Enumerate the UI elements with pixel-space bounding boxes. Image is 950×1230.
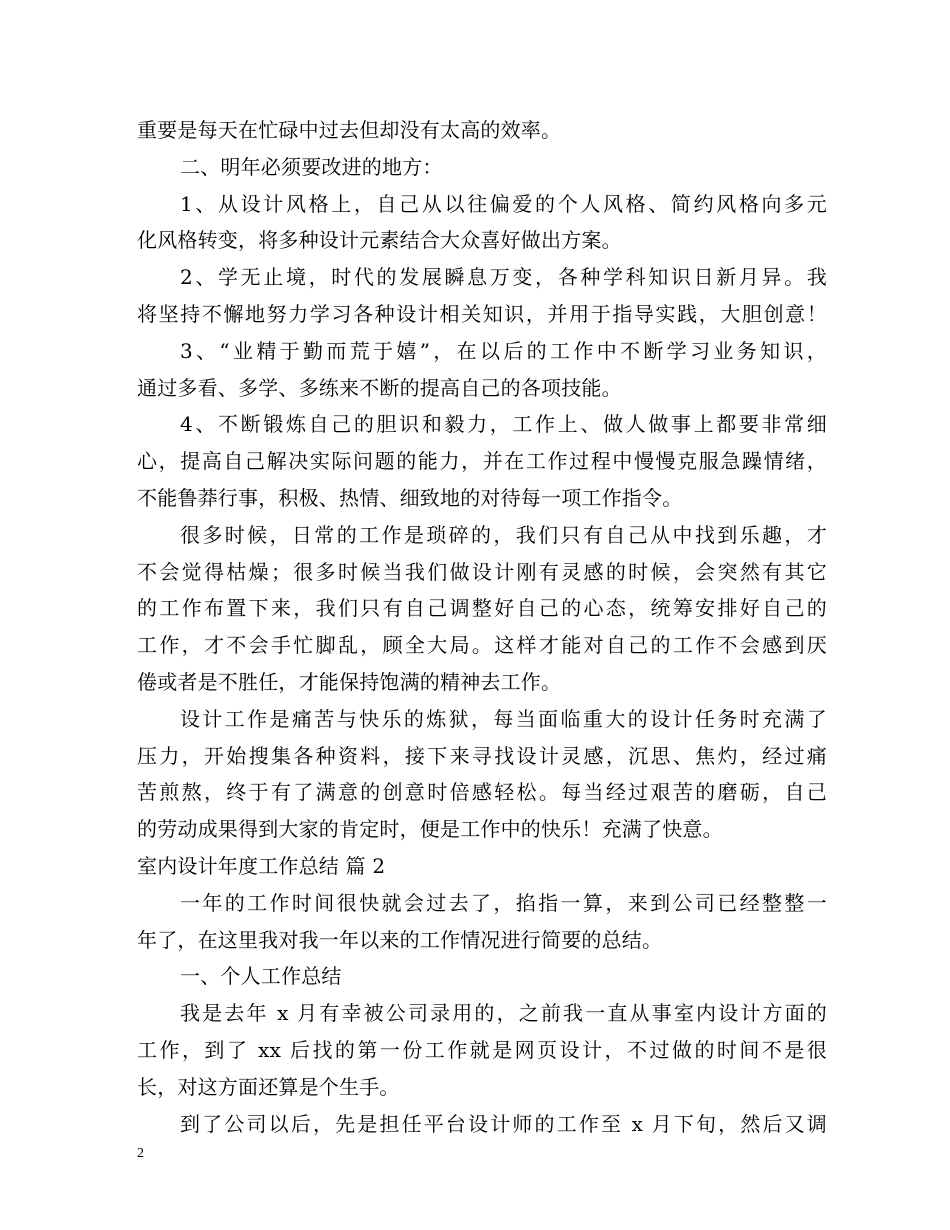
text-line: 长，对这方面还算是个生手。 xyxy=(137,1074,400,1099)
text-line: 的劳动成果得到大家的肯定时，便是工作中的快乐！充满了快意。 xyxy=(137,817,723,842)
text-line: 到了公司以后，先是担任平台设计师的工作至 x 月下旬，然后又调 xyxy=(180,1111,827,1136)
text-line: 一年的工作时间很快就会过去了，掐指一算，来到公司已经整整一 xyxy=(180,890,827,915)
text-line: 工作，才不会手忙脚乱，顾全大局。这样才能对自己的工作不会感到厌 xyxy=(137,633,827,658)
text-line: 2、学无止境，时代的发展瞬息万变，各种学科知识日新月异。我 xyxy=(180,265,827,290)
text-line: 不会觉得枯燥；很多时候当我们做设计刚有灵感的时候，会突然有其它 xyxy=(137,559,827,584)
text-line: 将坚持不懈地努力学习各种设计相关知识，并用于指导实践，大胆创意！ xyxy=(137,301,827,326)
text-line: 我是去年 x 月有幸被公司录用的，之前我一直从事室内设计方面的 xyxy=(180,1001,827,1026)
text-line: 室内设计年度工作总结 篇 2 xyxy=(137,853,386,878)
text-line: 很多时候，日常的工作是琐碎的，我们只有自己从中找到乐趣，才 xyxy=(180,522,827,547)
text-line: 1、从设计风格上，自己从以往偏爱的个人风格、简约风格向多元 xyxy=(180,191,827,216)
text-line: 设计工作是痛苦与快乐的炼狱，每当面临重大的设计任务时充满了 xyxy=(180,706,827,731)
text-line: 压力，开始搜集各种资料，接下来寻找设计灵感，沉思、焦灼，经过痛 xyxy=(137,743,827,768)
text-line: 心，提高自己解决实际问题的能力，并在工作过程中慢慢克服急躁情绪， xyxy=(137,449,827,474)
document-body xyxy=(137,112,827,1142)
text-line: 重要是每天在忙碌中过去但却没有太高的效率。 xyxy=(137,118,562,142)
text-line: 不能鲁莽行事，积极、热情、细致地的对待每一项工作指令。 xyxy=(137,485,683,510)
text-line: 二、明年必须要改进的地方： xyxy=(180,154,443,179)
text-line: 3、“业精于勤而荒于嬉”，在以后的工作中不断学习业务知识， xyxy=(180,338,827,363)
text-line: 苦煎熬，终于有了满意的创意时倍感轻松。每当经过艰苦的磨砺，自己 xyxy=(137,780,827,805)
text-line: 一、个人工作总结 xyxy=(180,964,342,989)
text-line: 4、不断锻炼自己的胆识和毅力，工作上、做人做事上都要非常细 xyxy=(180,412,827,437)
text-line: 化风格转变，将多种设计元素结合大众喜好做出方案。 xyxy=(137,228,622,253)
text-line: 通过多看、多学、多练来不断的提高自己的各项技能。 xyxy=(137,375,622,400)
text-line: 年了，在这里我对我一年以来的工作情况进行简要的总结。 xyxy=(137,927,663,952)
page-number: 2 xyxy=(137,1146,144,1161)
text-line: 的工作布置下来，我们只有自己调整好自己的心态，统筹安排好自己的 xyxy=(137,596,827,621)
text-line: 倦或者是不胜任，才能保持饱满的精神去工作。 xyxy=(137,669,562,694)
text-line: 工作，到了 xx 后找的第一份工作就是网页设计，不过做的时间不是很 xyxy=(137,1037,827,1062)
